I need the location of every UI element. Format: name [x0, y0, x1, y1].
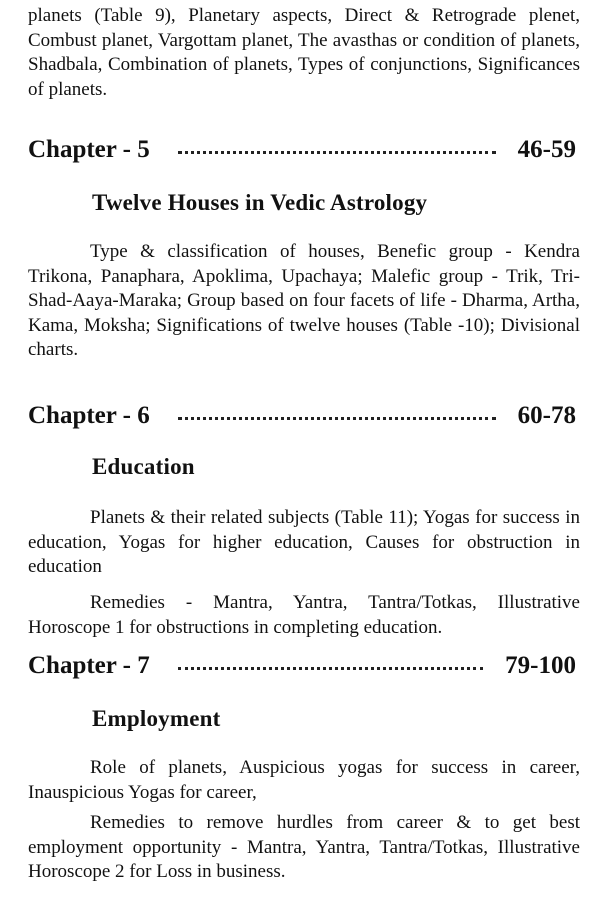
- chapter-7-description: Role of planets, Auspicious yogas for success in career, Inauspicious Yogas for career,: [28, 757, 580, 803]
- chapter-5-title: Twelve Houses in Vedic Astrology: [92, 190, 428, 215]
- chapter-label: Chapter - 6: [28, 402, 150, 429]
- chapter-pages: 46-59: [517, 136, 576, 163]
- chapter-7-remedies: Remedies to remove hurdles from career & to get best employment opportunity - Mantra, Yantra, Tantra/Totkas, Illustrative Horoscope 2 for Loss in business.: [28, 812, 580, 882]
- chapter-6-title: Education: [92, 454, 195, 479]
- chapter-7-title: Employment: [92, 706, 221, 731]
- intro-paragraph: planets (Table 9), Planetary aspects, Direct & Retrograde plenet, Combust planet, Vargottam planet, The avasthas or condition of planets, Shadbala, Combination of planets, Types of conjunctions, Significances of planets.: [28, 5, 580, 100]
- chapter-7-entry: [28, 652, 576, 680]
- chapter-5-entry: [28, 136, 576, 164]
- chapter-5-description: Type & classification of houses, Benefic group - Kendra Trikona, Panaphara, Apoklima, Upachaya; Malefic group - Trik, Tri-Shad-Aaya-Maraka; Group based on four facets of life - Dharma, Artha, Kama, Moksha; Significations of twelve houses (Table -10); Divisional charts.: [28, 241, 580, 360]
- chapter-pages: 79-100: [505, 652, 576, 679]
- dot-leader: [178, 151, 496, 154]
- chapter-6-entry: [28, 402, 576, 430]
- chapter-6-remedies: Remedies - Mantra, Yantra, Tantra/Totkas, Illustrative Horoscope 1 for obstructions in completing education.: [28, 592, 580, 638]
- chapter-label: Chapter - 7: [28, 652, 150, 679]
- dot-leader: [178, 417, 496, 420]
- dot-leader: [178, 667, 483, 670]
- chapter-pages: 60-78: [517, 402, 576, 429]
- chapter-6-description: Planets & their related subjects (Table 11); Yogas for success in education, Yogas for higher education, Causes for obstruction in education: [28, 507, 580, 577]
- chapter-label: Chapter - 5: [28, 136, 150, 163]
